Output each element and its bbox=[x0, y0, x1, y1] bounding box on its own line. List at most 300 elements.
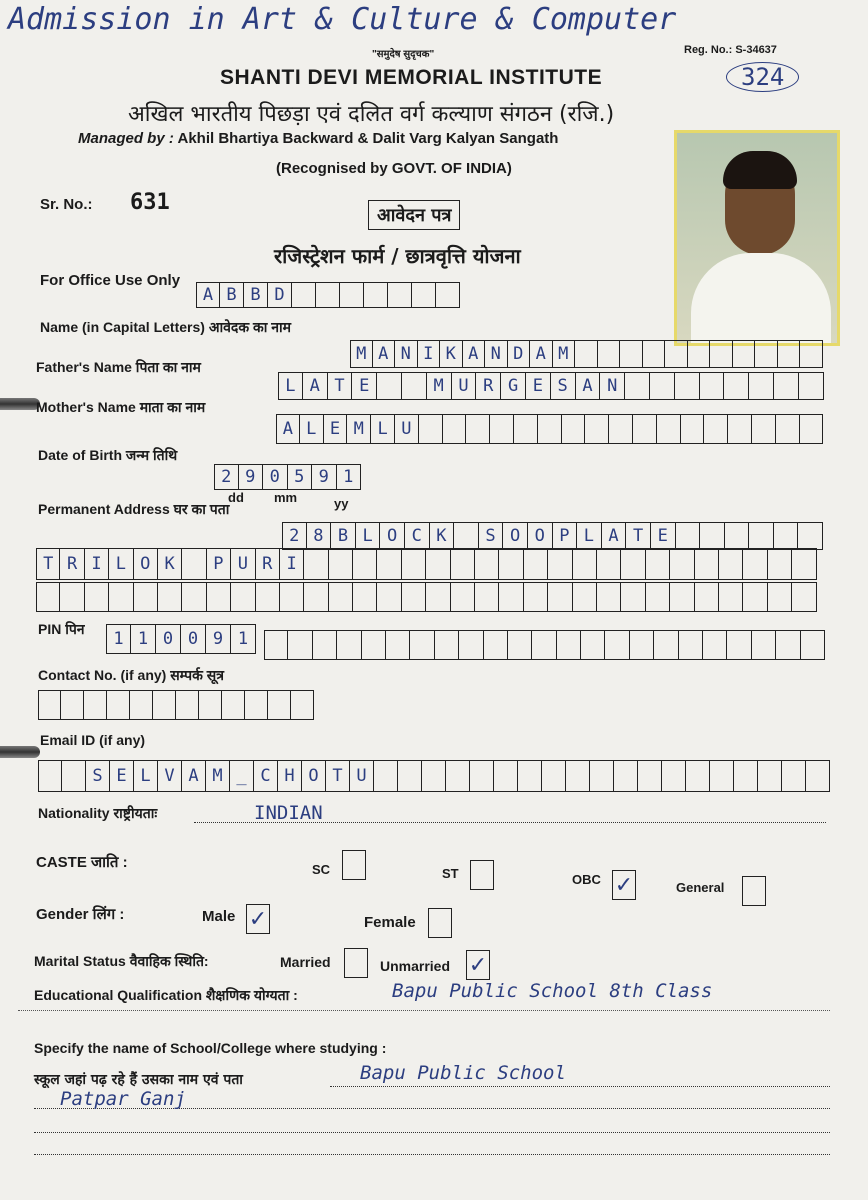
contact-box[interactable] bbox=[222, 690, 245, 720]
address-line3-box[interactable] bbox=[768, 582, 792, 612]
mother-name-box[interactable] bbox=[776, 414, 800, 444]
dob-yy: yy bbox=[334, 496, 349, 511]
pin-box[interactable]: 0 bbox=[156, 624, 181, 654]
address-line1-box[interactable]: A bbox=[602, 522, 627, 550]
email-box[interactable] bbox=[374, 760, 398, 792]
contact-boxes[interactable] bbox=[38, 690, 314, 720]
email-box[interactable]: H bbox=[278, 760, 302, 792]
address-line1-box[interactable]: L bbox=[577, 522, 602, 550]
dob-boxes[interactable] bbox=[214, 464, 361, 490]
father-name-box[interactable] bbox=[675, 372, 700, 400]
name-box[interactable] bbox=[755, 340, 778, 368]
pin-extra-box[interactable] bbox=[727, 630, 751, 660]
mother-name-box[interactable] bbox=[609, 414, 633, 444]
mother-name-box[interactable]: L bbox=[371, 414, 395, 444]
address-line1-box[interactable]: 8 bbox=[307, 522, 332, 550]
institute-name: SHANTI DEVI MEMORIAL INSTITUTE bbox=[220, 66, 603, 89]
email-boxes[interactable] bbox=[38, 760, 830, 792]
address-line1-box[interactable]: L bbox=[356, 522, 381, 550]
address-line1-box[interactable] bbox=[676, 522, 701, 550]
address-line1-box[interactable] bbox=[700, 522, 725, 550]
address-line2-box[interactable] bbox=[426, 548, 450, 580]
father-name-box[interactable]: A bbox=[576, 372, 601, 400]
marital-married-label: Married bbox=[280, 954, 331, 970]
mother-name-box[interactable] bbox=[538, 414, 562, 444]
school-label-hi: स्कूल जहां पढ़ रहे हैं उसका नाम एवं पता bbox=[34, 1072, 243, 1088]
mother-name-box[interactable] bbox=[752, 414, 776, 444]
father-name-box[interactable] bbox=[625, 372, 650, 400]
address-line2-box[interactable] bbox=[304, 548, 328, 580]
address-line2-box[interactable] bbox=[377, 548, 401, 580]
pin-extra-box[interactable] bbox=[752, 630, 776, 660]
contact-box[interactable] bbox=[61, 690, 84, 720]
form-title: रजिस्ट्रेशन फार्म / छात्रवृत्ति योजना bbox=[274, 244, 521, 268]
education-label: Educational Qualification शैक्षणिक योग्यता : bbox=[34, 987, 298, 1003]
address-line2-box[interactable] bbox=[768, 548, 792, 580]
address-line3-box[interactable] bbox=[36, 582, 60, 612]
mother-name-box[interactable]: L bbox=[300, 414, 324, 444]
caste-sc-checkbox[interactable] bbox=[342, 850, 366, 880]
address-line2-box[interactable] bbox=[548, 548, 572, 580]
name-box[interactable]: I bbox=[418, 340, 441, 368]
father-name-box[interactable]: L bbox=[278, 372, 303, 400]
address-line2-box[interactable] bbox=[670, 548, 694, 580]
father-name-box[interactable] bbox=[650, 372, 675, 400]
contact-box[interactable] bbox=[107, 690, 130, 720]
name-box[interactable] bbox=[643, 340, 666, 368]
contact-box[interactable] bbox=[130, 690, 153, 720]
name-box[interactable]: D bbox=[508, 340, 531, 368]
mother-name-box[interactable] bbox=[681, 414, 705, 444]
address-line2-box[interactable] bbox=[182, 548, 206, 580]
pin-extra-box[interactable] bbox=[532, 630, 556, 660]
pin-extra-box[interactable] bbox=[654, 630, 678, 660]
managed-label: Managed by : bbox=[78, 130, 174, 147]
email-box[interactable] bbox=[614, 760, 638, 792]
pin-box[interactable]: 1 bbox=[106, 624, 131, 654]
address-line2-box[interactable] bbox=[597, 548, 621, 580]
address-line2-box[interactable] bbox=[451, 548, 475, 580]
mother-name-box[interactable] bbox=[443, 414, 467, 444]
address-line3-box[interactable] bbox=[304, 582, 328, 612]
email-box[interactable] bbox=[62, 760, 86, 792]
father-name-box[interactable]: E bbox=[352, 372, 377, 400]
dob-label: Date of Birth जन्म तिथि bbox=[38, 447, 178, 463]
address-line1-box[interactable]: O bbox=[503, 522, 528, 550]
mother-name-box[interactable]: E bbox=[324, 414, 348, 444]
address-line3-box[interactable] bbox=[377, 582, 401, 612]
name-box[interactable]: M bbox=[350, 340, 373, 368]
pin-extra-box[interactable] bbox=[337, 630, 361, 660]
father-name-box[interactable] bbox=[724, 372, 749, 400]
name-box[interactable] bbox=[688, 340, 711, 368]
caste-label: CASTE जाति : bbox=[36, 854, 128, 871]
email-box[interactable] bbox=[494, 760, 518, 792]
address-line2-boxes[interactable] bbox=[36, 548, 817, 580]
email-box[interactable]: M bbox=[206, 760, 230, 792]
father-name-box[interactable]: R bbox=[476, 372, 501, 400]
name-box[interactable] bbox=[620, 340, 643, 368]
marital-married-checkbox[interactable] bbox=[344, 948, 368, 978]
pin-extra-box[interactable] bbox=[484, 630, 508, 660]
mother-name-box[interactable] bbox=[800, 414, 824, 444]
address-line2-box[interactable]: U bbox=[231, 548, 255, 580]
school-value-2[interactable]: Patpar Ganj bbox=[60, 1088, 186, 1110]
pin-extra-box[interactable] bbox=[679, 630, 703, 660]
pin-extra-box[interactable] bbox=[605, 630, 629, 660]
address-line3-box[interactable] bbox=[743, 582, 767, 612]
address-line3-box[interactable] bbox=[573, 582, 597, 612]
address-line3-box[interactable] bbox=[719, 582, 743, 612]
office-use-box[interactable] bbox=[292, 282, 316, 308]
address-line2-box[interactable]: R bbox=[256, 548, 280, 580]
mother-name-box[interactable] bbox=[657, 414, 681, 444]
mother-name-label: Mother's Name माता का नाम bbox=[36, 399, 206, 415]
mother-name-box[interactable] bbox=[466, 414, 490, 444]
email-box[interactable] bbox=[518, 760, 542, 792]
pin-extra-box[interactable] bbox=[557, 630, 581, 660]
email-box[interactable] bbox=[806, 760, 830, 792]
email-box[interactable] bbox=[734, 760, 758, 792]
caste-general-label: General bbox=[676, 880, 725, 895]
contact-box[interactable] bbox=[38, 690, 61, 720]
email-box[interactable] bbox=[398, 760, 422, 792]
address-line2-box[interactable]: P bbox=[207, 548, 231, 580]
address-line2-box[interactable] bbox=[402, 548, 426, 580]
address-line1-box[interactable]: S bbox=[479, 522, 504, 550]
dob-mm: mm bbox=[274, 490, 298, 505]
gender-male-checkbox[interactable] bbox=[246, 904, 270, 934]
office-use-box[interactable] bbox=[412, 282, 436, 308]
address-line3-box[interactable] bbox=[426, 582, 450, 612]
father-name-box[interactable]: E bbox=[526, 372, 551, 400]
dob-box[interactable]: 9 bbox=[239, 464, 264, 490]
address-line1-boxes[interactable] bbox=[282, 522, 823, 550]
pin-box[interactable]: 0 bbox=[181, 624, 206, 654]
email-box[interactable] bbox=[590, 760, 614, 792]
father-name-boxes[interactable] bbox=[278, 372, 824, 400]
address-line2-box[interactable] bbox=[573, 548, 597, 580]
contact-box[interactable] bbox=[176, 690, 199, 720]
marital-label: Marital Status वैवाहिक स्थिति: bbox=[34, 953, 209, 969]
pin-extra-box[interactable] bbox=[703, 630, 727, 660]
email-box[interactable] bbox=[542, 760, 566, 792]
address-line3-box[interactable] bbox=[134, 582, 158, 612]
dob-box[interactable]: 2 bbox=[214, 464, 239, 490]
address-line2-box[interactable]: K bbox=[158, 548, 182, 580]
address-line1-box[interactable]: B bbox=[331, 522, 356, 550]
address-line2-box[interactable] bbox=[621, 548, 645, 580]
address-line3-box[interactable] bbox=[402, 582, 426, 612]
address-line3-box[interactable] bbox=[60, 582, 84, 612]
nationality-value[interactable]: INDIAN bbox=[254, 802, 323, 824]
dob-box[interactable]: 5 bbox=[288, 464, 313, 490]
school-line-1 bbox=[330, 1086, 830, 1087]
dob-box[interactable]: 9 bbox=[312, 464, 337, 490]
caste-st-checkbox[interactable] bbox=[470, 860, 494, 890]
address-line3-box[interactable] bbox=[499, 582, 523, 612]
address-label: Permanent Address घर का पता bbox=[38, 501, 230, 517]
mother-name-box[interactable]: M bbox=[347, 414, 371, 444]
pin-extra-box[interactable] bbox=[264, 630, 288, 660]
address-line3-box[interactable] bbox=[85, 582, 109, 612]
pin-extra-box[interactable] bbox=[313, 630, 337, 660]
office-use-boxes[interactable] bbox=[196, 282, 460, 308]
email-box[interactable]: V bbox=[158, 760, 182, 792]
address-line3-box[interactable] bbox=[548, 582, 572, 612]
pin-extra-box[interactable] bbox=[801, 630, 825, 660]
address-line2-box[interactable]: I bbox=[280, 548, 304, 580]
name-box[interactable] bbox=[800, 340, 823, 368]
reg-number: Reg. No.: S-34637 bbox=[684, 44, 777, 56]
dob-box[interactable]: 0 bbox=[263, 464, 288, 490]
father-name-box[interactable]: G bbox=[501, 372, 526, 400]
address-line1-box[interactable] bbox=[798, 522, 823, 550]
address-line3-box[interactable] bbox=[109, 582, 133, 612]
address-line2-box[interactable] bbox=[646, 548, 670, 580]
pin-extra-box[interactable] bbox=[508, 630, 532, 660]
applicant-photo bbox=[674, 130, 840, 346]
pin-extra-box[interactable] bbox=[288, 630, 312, 660]
nationality-label: Nationality राष्ट्रीयताः bbox=[38, 805, 158, 821]
office-use-label: For Office Use Only bbox=[40, 272, 181, 289]
office-use-box[interactable] bbox=[364, 282, 388, 308]
email-box[interactable]: L bbox=[134, 760, 158, 792]
father-name-box[interactable] bbox=[402, 372, 427, 400]
caste-general-checkbox[interactable] bbox=[742, 876, 766, 906]
mother-name-box[interactable] bbox=[585, 414, 609, 444]
father-name-box[interactable]: N bbox=[600, 372, 625, 400]
address-line2-box[interactable]: O bbox=[134, 548, 158, 580]
address-line3-box[interactable] bbox=[280, 582, 304, 612]
father-name-box[interactable] bbox=[377, 372, 402, 400]
email-box[interactable]: O bbox=[302, 760, 326, 792]
pin-box[interactable]: 1 bbox=[131, 624, 156, 654]
mother-name-box[interactable] bbox=[419, 414, 443, 444]
name-box[interactable]: A bbox=[373, 340, 396, 368]
address-line3-box[interactable] bbox=[231, 582, 255, 612]
caste-sc-label: SC bbox=[312, 862, 331, 877]
mother-name-box[interactable] bbox=[704, 414, 728, 444]
contact-box[interactable] bbox=[291, 690, 314, 720]
address-line1-box[interactable]: T bbox=[626, 522, 651, 550]
pin-box[interactable]: 9 bbox=[206, 624, 231, 654]
avedan-patra-box: आवेदन पत्र bbox=[368, 200, 460, 230]
address-line1-box[interactable] bbox=[749, 522, 774, 550]
email-box[interactable] bbox=[470, 760, 494, 792]
name-box[interactable] bbox=[665, 340, 688, 368]
address-line1-box[interactable] bbox=[774, 522, 799, 550]
address-line1-box[interactable]: C bbox=[405, 522, 430, 550]
address-line2-box[interactable] bbox=[695, 548, 719, 580]
address-line1-box[interactable]: 2 bbox=[282, 522, 307, 550]
email-box[interactable] bbox=[446, 760, 470, 792]
address-line3-box[interactable] bbox=[353, 582, 377, 612]
address-line2-box[interactable] bbox=[499, 548, 523, 580]
address-line3-box[interactable] bbox=[158, 582, 182, 612]
logo-small-text: "समुदेष सुदृचक" bbox=[372, 49, 435, 60]
address-line1-box[interactable]: K bbox=[430, 522, 455, 550]
school-value-1[interactable]: Bapu Public School bbox=[360, 1062, 566, 1084]
address-line3-box[interactable] bbox=[182, 582, 206, 612]
address-line2-box[interactable] bbox=[475, 548, 499, 580]
name-box[interactable] bbox=[598, 340, 621, 368]
pin-extra-box[interactable] bbox=[435, 630, 459, 660]
address-line2-box[interactable] bbox=[719, 548, 743, 580]
father-name-box[interactable]: S bbox=[551, 372, 576, 400]
mother-name-boxes[interactable] bbox=[276, 414, 823, 444]
name-box[interactable]: M bbox=[553, 340, 576, 368]
address-line2-box[interactable] bbox=[743, 548, 767, 580]
name-box[interactable] bbox=[733, 340, 756, 368]
office-use-box[interactable] bbox=[436, 282, 460, 308]
mother-name-box[interactable]: U bbox=[395, 414, 419, 444]
address-line2-box[interactable]: T bbox=[36, 548, 60, 580]
address-line3-box[interactable] bbox=[621, 582, 645, 612]
email-box[interactable] bbox=[686, 760, 710, 792]
contact-box[interactable] bbox=[268, 690, 291, 720]
office-use-box[interactable]: A bbox=[196, 282, 220, 308]
pin-extra-box[interactable] bbox=[362, 630, 386, 660]
mother-name-box[interactable] bbox=[562, 414, 586, 444]
address-line3-box[interactable] bbox=[524, 582, 548, 612]
office-use-box[interactable]: D bbox=[268, 282, 292, 308]
email-box[interactable] bbox=[662, 760, 686, 792]
pin-extra-boxes bbox=[264, 630, 825, 660]
address-line3-box[interactable] bbox=[207, 582, 231, 612]
address-line1-box[interactable]: E bbox=[651, 522, 676, 550]
address-line2-box[interactable] bbox=[353, 548, 377, 580]
office-use-box[interactable] bbox=[316, 282, 340, 308]
name-box[interactable]: A bbox=[463, 340, 486, 368]
name-box[interactable] bbox=[710, 340, 733, 368]
name-box[interactable] bbox=[575, 340, 598, 368]
mother-name-box[interactable] bbox=[633, 414, 657, 444]
caste-obc-checkbox[interactable] bbox=[612, 870, 636, 900]
address-line1-box[interactable] bbox=[454, 522, 479, 550]
name-box[interactable]: A bbox=[530, 340, 553, 368]
contact-box[interactable] bbox=[199, 690, 222, 720]
mother-name-box[interactable] bbox=[514, 414, 538, 444]
address-line3-box[interactable] bbox=[451, 582, 475, 612]
address-line3-box[interactable] bbox=[597, 582, 621, 612]
marital-unmarried-label: Unmarried bbox=[380, 958, 451, 974]
father-name-box[interactable] bbox=[774, 372, 799, 400]
binder-ring-bottom bbox=[0, 746, 40, 758]
father-name-box[interactable]: M bbox=[427, 372, 452, 400]
name-box[interactable]: N bbox=[395, 340, 418, 368]
address-line3-box[interactable] bbox=[695, 582, 719, 612]
gender-female-checkbox[interactable] bbox=[428, 908, 452, 938]
pin-box[interactable]: 1 bbox=[231, 624, 256, 654]
pin-extra-box[interactable] bbox=[410, 630, 434, 660]
school-line-4 bbox=[34, 1154, 830, 1155]
education-value[interactable]: Bapu Public School 8th Class bbox=[392, 980, 713, 1002]
address-line3-box[interactable] bbox=[475, 582, 499, 612]
address-line3-box[interactable] bbox=[792, 582, 816, 612]
father-name-box[interactable]: A bbox=[303, 372, 328, 400]
pin-extra-box[interactable] bbox=[459, 630, 483, 660]
name-box[interactable]: N bbox=[485, 340, 508, 368]
office-use-box[interactable]: B bbox=[244, 282, 268, 308]
address-line2-box[interactable]: L bbox=[109, 548, 133, 580]
email-box[interactable] bbox=[38, 760, 62, 792]
email-box[interactable] bbox=[782, 760, 806, 792]
email-box[interactable]: E bbox=[110, 760, 134, 792]
pin-boxes[interactable] bbox=[106, 624, 256, 654]
father-name-box[interactable] bbox=[700, 372, 725, 400]
address-line3-boxes[interactable] bbox=[36, 582, 817, 612]
managed-by: Akhil Bhartiya Backward & Dalit Varg Kalyan Sangath bbox=[177, 130, 559, 147]
address-line1-box[interactable] bbox=[725, 522, 750, 550]
address-line3-box[interactable] bbox=[646, 582, 670, 612]
email-box[interactable]: _ bbox=[230, 760, 254, 792]
contact-box[interactable] bbox=[245, 690, 268, 720]
name-box[interactable] bbox=[778, 340, 801, 368]
email-box[interactable]: T bbox=[326, 760, 350, 792]
email-box[interactable]: U bbox=[350, 760, 374, 792]
marital-unmarried-checkbox[interactable] bbox=[466, 950, 490, 980]
pin-extra-box[interactable] bbox=[386, 630, 410, 660]
email-box[interactable] bbox=[422, 760, 446, 792]
marital-unmarried-check-mark: ✓ bbox=[468, 952, 488, 977]
office-use-box[interactable] bbox=[388, 282, 412, 308]
mother-name-box[interactable]: A bbox=[276, 414, 300, 444]
address-line3-box[interactable] bbox=[256, 582, 280, 612]
gender-male-label: Male bbox=[202, 908, 236, 925]
address-line3-box[interactable] bbox=[670, 582, 694, 612]
address-line2-box[interactable] bbox=[524, 548, 548, 580]
address-line2-box[interactable] bbox=[792, 548, 816, 580]
managed-by-line bbox=[78, 130, 558, 147]
mother-name-box[interactable] bbox=[728, 414, 752, 444]
dob-box[interactable]: 1 bbox=[337, 464, 362, 490]
sr-label: Sr. No.: bbox=[40, 196, 93, 213]
address-line1-box[interactable]: O bbox=[528, 522, 553, 550]
sr-number: 631 bbox=[130, 190, 170, 215]
mother-name-box[interactable] bbox=[490, 414, 514, 444]
address-line1-box[interactable]: O bbox=[380, 522, 405, 550]
father-name-box[interactable]: T bbox=[328, 372, 353, 400]
email-box[interactable] bbox=[758, 760, 782, 792]
office-use-box[interactable] bbox=[340, 282, 364, 308]
contact-box[interactable] bbox=[84, 690, 107, 720]
email-box[interactable]: A bbox=[182, 760, 206, 792]
email-box[interactable] bbox=[710, 760, 734, 792]
address-line3-box[interactable] bbox=[329, 582, 353, 612]
name-box[interactable]: K bbox=[440, 340, 463, 368]
name-boxes[interactable] bbox=[350, 340, 823, 368]
office-use-box[interactable]: B bbox=[220, 282, 244, 308]
email-box[interactable]: C bbox=[254, 760, 278, 792]
pin-extra-box[interactable] bbox=[776, 630, 800, 660]
pin-extra-box[interactable] bbox=[630, 630, 654, 660]
email-box[interactable]: S bbox=[86, 760, 110, 792]
address-line2-box[interactable] bbox=[329, 548, 353, 580]
address-line2-box[interactable]: R bbox=[60, 548, 84, 580]
school-line-3 bbox=[34, 1132, 830, 1133]
father-name-box[interactable]: U bbox=[452, 372, 477, 400]
contact-box[interactable] bbox=[153, 690, 176, 720]
address-line2-box[interactable]: I bbox=[85, 548, 109, 580]
father-name-box[interactable] bbox=[749, 372, 774, 400]
address-line1-box[interactable]: P bbox=[553, 522, 578, 550]
gender-female-label: Female bbox=[364, 914, 416, 931]
father-name-box[interactable] bbox=[799, 372, 824, 400]
email-box[interactable] bbox=[566, 760, 590, 792]
email-box[interactable] bbox=[638, 760, 662, 792]
pin-extra-box[interactable] bbox=[581, 630, 605, 660]
